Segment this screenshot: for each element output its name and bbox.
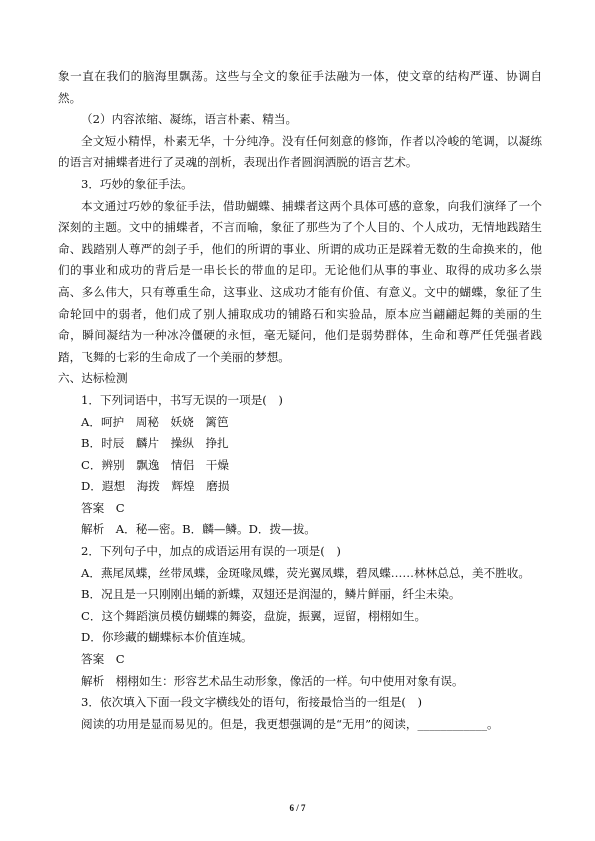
question-1-option-a: A．呵护 周秘 妖娆 篱笆 (81, 414, 229, 429)
page-number: 6 / 7 (289, 803, 306, 813)
section-heading: 六、达标检测 (58, 371, 128, 386)
question-1: 1．下列词语中，书写无误的一项是( ) (81, 392, 283, 407)
question-1-answer: 答案 C (81, 500, 125, 515)
paragraph-symbolism: 本文通过巧妙的象征手法，借助蝴蝶、捕蝶者这两个具体可感的意象，向我们演绎了一个深刻的主题。文中的捕蝶者，不言而喻，象征了那些为了个人目的、个人成功，无情地践踏生命、践踏别人尊严的刽子手，他们的所谓的事业、所谓的成功正是踩着无数的生命换来的，他们的事业和成功的背后是一串长长的带血的足印。无论他们从事的事业、取得的成功多么崇高、多么伟大，只有尊重生命，这事业、这成功才能有价值、有意义。文中的蝴蝶，象征了生命轮回中的弱者，他们成了别人捕取成功的铺路石和实验品，原本应当翩翩起舞的美丽的生命，瞬间凝结为一种冰冷僵硬的永恒，毫无疑问，他们是弱势群体，生命和尊严任凭强者践踏，飞舞的七彩的生命成了一个美丽的梦想。 (58, 198, 542, 364)
question-2-option-a: A．燕尾凤蝶，丝带凤蝶，金斑喙凤蝶，荧光翼凤蝶，碧凤蝶……林林总总，美不胜收。 (81, 565, 530, 580)
question-1-option-d: D．遐想 海拨 辉煌 磨损 (81, 479, 230, 494)
paragraph-language-style: 全文短小精悍，朴素无华，十分纯净。没有任何刻意的修饰，作者以冷峻的笔调，以凝练的语言对捕蝶者进行了灵魂的剖析，表现出作者圆润洒脱的语言艺术。 (58, 133, 542, 170)
question-3: 3．依次填入下面一段文字横线处的语句，衔接最恰当的一组是( ) (81, 695, 423, 710)
question-1-analysis: 解析 A．秘—密。B．麟—鳞。D．拨—拔。 (81, 522, 316, 537)
question-2-option-d: D．你珍藏的蝴蝶标本价值连城。 (81, 630, 253, 645)
question-1-option-b: B．时辰 麟片 操纵 挣扎 (81, 436, 229, 451)
question-2-option-b: B．况且是一只刚刚出蛹的新蝶，双翅还是润湿的，鳞片鲜丽，纤尘未染。 (81, 587, 461, 602)
question-2-analysis: 解析 栩栩如生：形容艺术品生动形象，像活的一样。句中使用对象有误。 (81, 673, 464, 688)
question-2: 2．下列句子中，加点的成语运用有误的一项是( ) (81, 544, 341, 559)
point-2-heading: （2）内容浓缩、凝练，语言朴素、精当。 (81, 112, 298, 127)
document-body (58, 66, 542, 735)
question-3-passage: 阅读的功用是显而易见的。但是，我更想强调的是“无用”的阅读，____________。 (81, 716, 499, 731)
question-1-option-c: C．辨别 飘逸 情侣 干燥 (81, 457, 229, 472)
point-3-heading: 3．巧妙的象征手法。 (81, 176, 193, 191)
paragraph-continuation: 象一直在我们的脑海里飘荡。这些与全文的象征手法融为一体，使文章的结构严谨、协调自然。 (58, 69, 542, 105)
question-2-option-c: C．这个舞蹈演员模仿蝴蝶的舞姿，盘旋，振翼，逗留，栩栩如生。 (81, 608, 427, 623)
question-2-answer: 答案 C (81, 652, 125, 667)
